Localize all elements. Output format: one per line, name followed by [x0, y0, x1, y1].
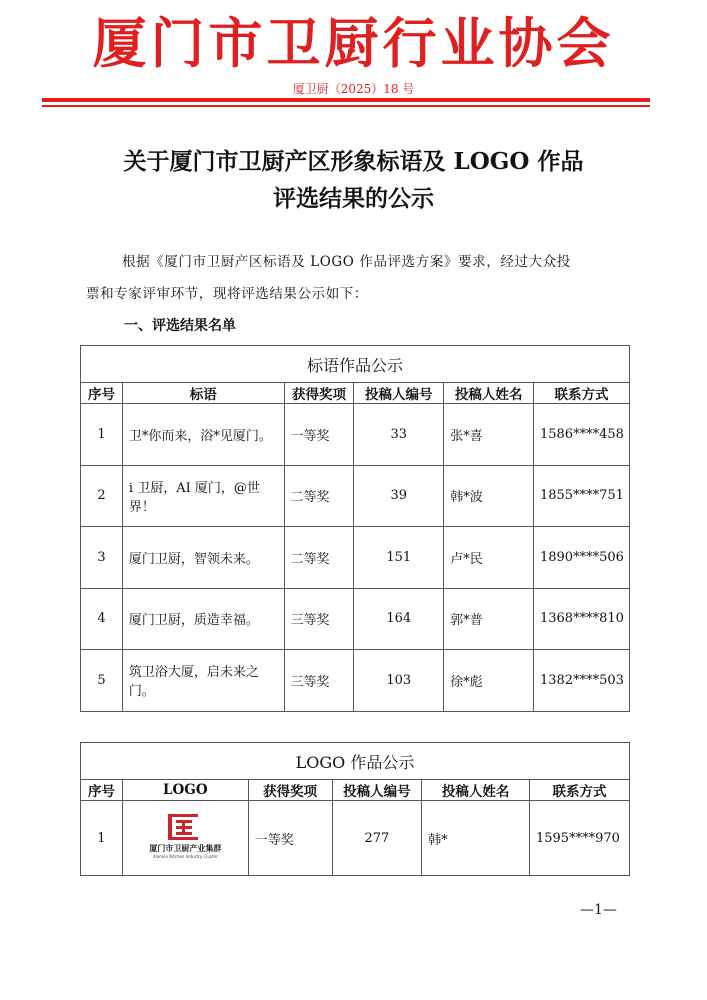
column-header: 投稿人姓名 [444, 383, 534, 404]
cell-index: 4 [81, 588, 123, 650]
cell-contact: 1595****970 [529, 801, 629, 876]
cell-submitter-id: 164 [354, 588, 444, 650]
cell-index: 5 [81, 650, 123, 712]
cell-submitter-name: 张*喜 [444, 404, 534, 466]
section-heading: 一、评选结果名单 [124, 318, 236, 334]
cell-slogan: i 卫厨，AI 厦门，@世界！ [122, 465, 284, 527]
cell-contact: 1368****810 [533, 588, 629, 650]
cell-award: 三等奖 [284, 650, 354, 712]
column-header: 标语 [122, 383, 284, 404]
intro-paragraph-line2: 票和专家评审环节，现将评选结果公示如下： [86, 286, 368, 302]
column-header: 序号 [81, 780, 123, 801]
column-header: LOGO [122, 780, 248, 801]
table-row [81, 801, 630, 876]
cell-award: 二等奖 [284, 527, 354, 589]
logo-table [80, 742, 630, 876]
cell-award: 二等奖 [284, 465, 354, 527]
association-logo [139, 812, 231, 860]
column-header: 投稿人姓名 [422, 780, 530, 801]
cell-index: 3 [81, 527, 123, 589]
cell-submitter-id: 39 [354, 465, 444, 527]
cell-submitter-id: 103 [354, 650, 444, 712]
cell-submitter-id: 33 [354, 404, 444, 466]
cell-submitter-name: 卢*民 [444, 527, 534, 589]
column-header: 投稿人编号 [332, 780, 422, 801]
cell-slogan: 厦门卫厨，智领未来。 [122, 527, 284, 589]
cell-contact: 1382****503 [533, 650, 629, 712]
table-row [81, 650, 630, 712]
table-row [81, 465, 630, 527]
cell-contact: 1586****458 [533, 404, 629, 466]
doc-title-line1: 关于厦门市卫厨产区形象标语及 LOGO 作品 [123, 148, 584, 175]
cell-index: 1 [81, 404, 123, 466]
slogan-table [80, 345, 630, 712]
cell-contact: 1855****751 [533, 465, 629, 527]
cell-index: 1 [81, 801, 123, 876]
cell-submitter-name: 徐*彪 [444, 650, 534, 712]
doc-title-line2: 评选结果的公示 [273, 185, 434, 212]
cell-award: 一等奖 [284, 404, 354, 466]
cell-slogan: 筑卫浴大厦，启未来之门。 [122, 650, 284, 712]
column-header: 序号 [81, 383, 123, 404]
table-header-row [81, 780, 630, 801]
cell-slogan: 卫*你而来，浴*见厦门。 [122, 404, 284, 466]
cell-submitter-id: 151 [354, 527, 444, 589]
cell-submitter-id: 277 [332, 801, 422, 876]
column-header: 获得奖项 [284, 383, 354, 404]
cell-contact: 1890****506 [533, 527, 629, 589]
page-number: —1— [580, 902, 617, 918]
column-header: 联系方式 [533, 383, 629, 404]
cell-logo [122, 801, 248, 876]
cell-slogan: 厦门卫厨，质造幸福。 [122, 588, 284, 650]
document-number: 厦卫厨（2025）18 号 [292, 82, 415, 96]
logo-subtext: Xiamen Kitchen Industry Cluster [152, 854, 218, 859]
intro-paragraph-line1: 根据《厦门市卫厨产区标语及 LOGO 作品评选方案》要求，经过大众投 [122, 254, 571, 270]
cell-submitter-name: 韩*波 [444, 465, 534, 527]
org-masthead: 厦门市卫厨行业协会 [92, 11, 615, 75]
table-row [81, 588, 630, 650]
table-header-row [81, 383, 630, 404]
column-header: 投稿人编号 [354, 383, 444, 404]
cell-submitter-name: 郭*普 [444, 588, 534, 650]
cell-award: 一等奖 [248, 801, 332, 876]
column-header: 获得奖项 [248, 780, 332, 801]
cell-award: 三等奖 [284, 588, 354, 650]
table-row [81, 527, 630, 589]
cell-submitter-name: 韩* [422, 801, 530, 876]
slogan-table-caption: 标语作品公示 [81, 346, 630, 383]
red-rule-thick [42, 98, 650, 102]
column-header: 联系方式 [529, 780, 629, 801]
table-row [81, 404, 630, 466]
red-rule-thin [42, 105, 650, 107]
logo-text: 厦门市卫厨产业集群 [149, 844, 222, 853]
logo-table-caption: LOGO 作品公示 [81, 743, 630, 780]
cell-index: 2 [81, 465, 123, 527]
logo-mark-icon [168, 814, 198, 840]
